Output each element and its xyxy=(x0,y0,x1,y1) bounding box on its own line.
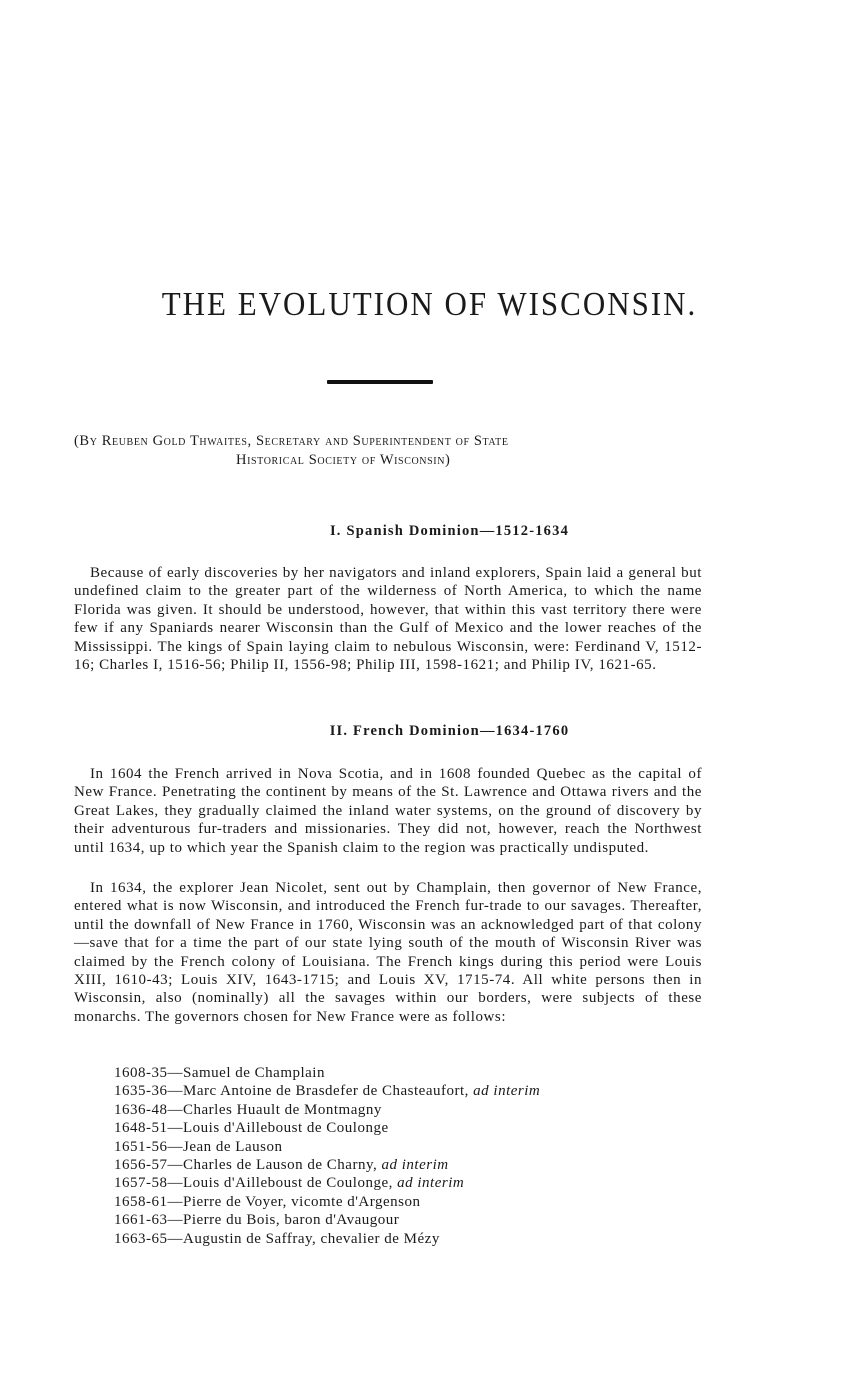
list-item: 1656-57—Charles de Lauson de Charny, ad interim xyxy=(114,1157,449,1174)
list-item: 1657-58—Louis d'Ailleboust de Coulonge, ad interim xyxy=(114,1175,465,1192)
article-title: THE EVOLUTION OF WISCONSIN. xyxy=(161,284,698,323)
paragraph: In 1604 the French arrived in Nova Scotia, and in 1608 founded Quebec as the capital of New France. Penetrating the continent by means of the St. Lawrence and Ottawa rivers and the Great Lakes, they gradually claimed the inland water systems, on the ground of discovery by their adventurous fur-traders and missionaries. They did not, however, reach the Northwest until 1634, up to which year the Spanish claim to the region was practically undisputed. xyxy=(74,766,702,856)
governors-list xyxy=(114,1064,674,1248)
section-french-body-1 xyxy=(74,765,702,857)
paragraph: In 1634, the explorer Jean Nicolet, sent out by Champlain, then governor of New France, entered what is now Wisconsin, and introduced the French fur-trade to our savages. Thereafter, until the downfall of New France in 1760, Wisconsin was an acknowledged part of that colony—save that for a time the part of our state lying south of the mouth of Wisconsin River was claimed by the French colony of Louisiana. The French kings during this period were Louis XIII, 1610-43; Louis XIV, 1643-1715; and Louis XV, 1715-74. All white persons then in Wisconsin, also (nominally) all the savages within our borders, were subjects of these monarchs. The governors chosen for New France were as follows: xyxy=(74,880,702,1025)
byline-line-1: (By Reuben Gold Thwaites, Secretary and Superintendent of State xyxy=(74,433,509,449)
list-item: 1658-61—Pierre de Voyer, vicomte d'Argenson xyxy=(114,1193,421,1210)
list-item: 1608-35—Samuel de Champlain xyxy=(114,1065,325,1081)
section-spanish-body xyxy=(74,564,702,674)
section-heading-french: II. French Dominion—1634-1760 xyxy=(329,723,570,739)
section-french-body-2 xyxy=(74,879,702,1026)
paragraph: Because of early discoveries by her navigators and inland explorers, Spain laid a general but undefined claim to the greater part of the wilderness of North America, to which the name Florida was given. It should be understood, however, that within this vast territory there were few if any Spaniards nearer Wisconsin than the Gulf of Mexico and the lower reaches of the Mississippi. The kings of Spain laying claim to nebulous Wisconsin, were: Ferdinand V, 1512-16; Charles I, 1516-56; Philip II, 1556-98; Philip III, 1598-1621; and Philip IV, 1621-65. xyxy=(74,565,702,674)
list-item: 1661-63—Pierre du Bois, baron d'Avaugour xyxy=(114,1212,400,1229)
section-heading-spanish: I. Spanish Dominion—1512-1634 xyxy=(329,523,570,539)
list-item: 1651-56—Jean de Lauson xyxy=(114,1138,283,1155)
list-item: 1636-48—Charles Huault de Montmagny xyxy=(114,1101,382,1118)
byline-line-2: Historical Society of Wisconsin) xyxy=(236,452,451,468)
title-rule xyxy=(327,380,433,384)
list-item: 1635-36—Marc Antoine de Brasdefer de Chasteaufort, ad interim xyxy=(114,1083,541,1100)
author-byline xyxy=(74,432,699,470)
list-item: 1648-51—Louis d'Ailleboust de Coulonge xyxy=(114,1120,389,1137)
list-item: 1663-65—Augustin de Saffray, chevalier de Mézy xyxy=(114,1230,440,1247)
